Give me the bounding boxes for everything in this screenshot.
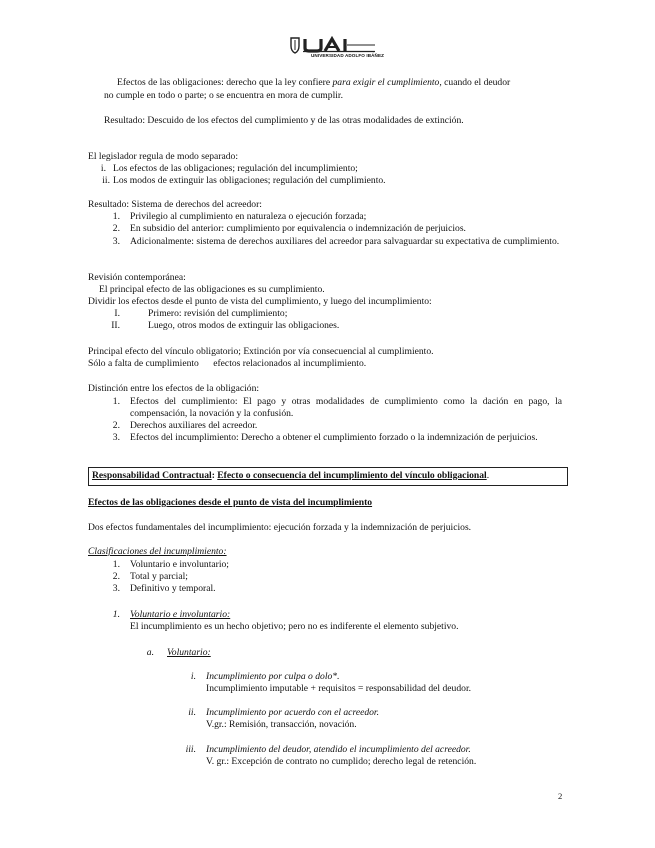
clasificaciones-item-3: Definitivo y temporal. — [130, 583, 216, 594]
voluntario-item-num-2: ii. — [188, 707, 196, 718]
principal-line2: Sólo a falta de cumplimiento efectos relacionados al incumplimiento. — [88, 358, 367, 369]
legislador-heading: El legislador regula de modo separado: — [88, 151, 238, 162]
sistema-num-3: 3. — [112, 236, 120, 247]
revision-num-1: I. — [114, 308, 120, 319]
clasificaciones-num-2: 2. — [112, 571, 120, 582]
legislador-item-1: Los efectos de las obligaciones; regulación del incumplimiento; — [113, 163, 358, 174]
voluntario-item-text-1: Incumplimiento imputable + requisitos = responsabilidad del deudor. — [206, 683, 472, 694]
intro-line2: no cumple en todo o parte; o se encuentra en mora de cumplir. — [104, 90, 343, 101]
university-logo — [287, 36, 385, 60]
responsabilidad-line — [92, 470, 489, 482]
distincion-item-2: Derechos auxiliares del acreedor. — [130, 420, 258, 431]
box-label: Responsabilidad Contractual — [92, 470, 212, 481]
voluntario-item-text-2: V.gr.: Remisión, transacción, novación. — [206, 719, 357, 730]
voluntario-item-title-2: Incumplimiento por acuerdo con el acreedor. — [206, 707, 380, 718]
principal-line1: Principal efecto del vínculo obligatorio; Extinción por vía consecuencial al cumplimiento. — [88, 346, 434, 357]
distincion-num-3: 3. — [112, 432, 120, 443]
sistema-num-2: 2. — [112, 223, 120, 234]
intro-text-b: , cuando el deudor — [439, 77, 511, 88]
logo-text — [287, 36, 289, 37]
legislador-num-1: i. — [100, 163, 106, 174]
box-sep: : — [211, 470, 218, 481]
revision-item-1: Primero: revisión del cumplimiento; — [148, 308, 288, 319]
box-end: . — [486, 470, 490, 481]
sistema-heading: Resultado: Sistema de derechos del acreedor: — [88, 199, 262, 210]
sistema-item-3: Adicionalmente: sistema de derechos auxiliares del acreedor para salvaguardar su expectativa de cumplimiento. — [130, 236, 560, 247]
intro-result: Resultado: Descuido de los efectos del cumplimiento y de las otras modalidades de extinción. — [104, 115, 464, 126]
efectos-heading: Efectos de las obligaciones desde el punto de vista del incumplimiento — [88, 497, 373, 508]
revision-line1: El principal efecto de las obligaciones es su cumplimiento. — [99, 284, 325, 295]
voluntario-item-num-1: i. — [190, 671, 196, 682]
legislador-num-2: ii. — [102, 175, 110, 186]
clasificaciones-item-1: Voluntario e involuntario; — [130, 559, 229, 570]
distincion-num-2: 2. — [112, 420, 120, 431]
revision-line2: Dividir los efectos desde el punto de vista del cumplimiento, y luego del incumplimiento: — [88, 296, 432, 307]
revision-item-2: Luego, otros modos de extinguir las obligaciones. — [148, 320, 340, 331]
clasificaciones-heading: Clasificaciones del incumplimiento: — [88, 546, 227, 557]
intro-text-a: Efectos de las obligaciones: derecho que la ley confiere — [117, 77, 333, 88]
distincion-heading: Distinción entre los efectos de la obligación: — [88, 383, 260, 394]
voluntario-item-title-3: Incumplimiento del deudor, atendido el incumplimiento del acreedor. — [206, 744, 471, 755]
clasificaciones-item-2: Total y parcial; — [130, 571, 188, 582]
legislador-item-2: Los modos de extinguir las obligaciones; regulación del cumplimiento. — [113, 175, 386, 186]
voluntario-sub-num: a. — [146, 647, 154, 658]
intro-text-italic: para exigir el cumplimiento — [332, 77, 440, 88]
sistema-item-2: En subsidio del anterior: cumplimiento por equivalencia o indemnización de perjuicios. — [130, 223, 466, 234]
voluntario-item-num-3: iii. — [185, 744, 196, 755]
voluntario-item-text-3: V. gr.: Excepción de contrato no cumplido; derecho legal de retención. — [206, 756, 477, 767]
efectos-line: Dos efectos fundamentales del incumplimiento: ejecución forzada y la indemnización de perjuicios. — [88, 522, 472, 533]
distincion-num-1: 1. — [112, 396, 120, 407]
clasificaciones-num-1: 1. — [112, 559, 120, 570]
intro-paragraph — [117, 77, 510, 89]
logo-subtitle: UNIVERSIDAD ADOLFO IBÁÑEZ — [311, 53, 385, 58]
sistema-item-1: Privilegio al cumplimiento en naturaleza o ejecución forzada; — [130, 211, 367, 222]
voluntario-item-title-1: Incumplimiento por culpa o dolo*. — [206, 671, 340, 682]
distincion-item-3: Efectos del incumplimiento: Derecho a obtener el cumplimiento forzado o la indemnización de perjuicios. — [130, 432, 538, 443]
box-text: Efecto o consecuencia del incumplimiento del vínculo obligacional — [217, 470, 487, 481]
voluntario-sub-heading: Voluntario: — [167, 647, 211, 658]
voluntario-num: 1. — [112, 609, 120, 620]
voluntario-heading: Voluntario e involuntario: — [130, 609, 231, 620]
revision-num-2: II. — [111, 320, 120, 331]
sistema-num-1: 1. — [112, 211, 120, 222]
clasificaciones-num-3: 3. — [112, 583, 120, 594]
page-number: 2 — [558, 791, 563, 801]
voluntario-text: El incumplimiento es un hecho objetivo; pero no es indiferente el elemento subjetivo. — [130, 621, 459, 632]
revision-heading: Revisión contemporánea: — [88, 272, 186, 283]
distincion-item-1: Efectos del cumplimiento: El pago y otras modalidades de cumplimiento como la dación en pago, la compensación, la novación y la confusión. — [130, 396, 562, 419]
